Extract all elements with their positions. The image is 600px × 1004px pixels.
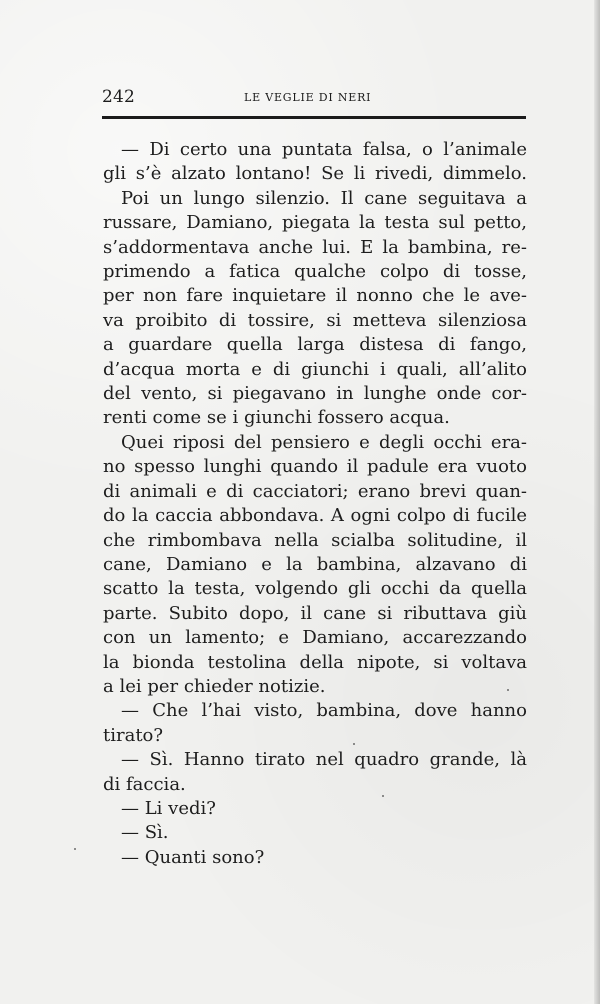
page-speckle xyxy=(507,689,509,691)
dialogue-line: — Che l’hai visto, bambina, dove hanno xyxy=(121,700,527,722)
dialogue-line: — Li vedi? xyxy=(121,797,216,819)
text-line: russare, Damiano, piegata la testa sul petto, xyxy=(103,212,527,234)
text-line: no spesso lunghi quando il padule era vuoto xyxy=(103,456,527,478)
page-speckle xyxy=(382,795,384,797)
text-line: renti come se i giunchi fossero acqua. xyxy=(103,407,450,429)
dialogue-line: di faccia. xyxy=(103,773,186,795)
text-line: do la caccia abbondava. A ogni colpo di fucile xyxy=(103,505,527,527)
page-edge-shadow xyxy=(594,0,600,1004)
text-line: parte. Subito dopo, il cane si ributtava giù xyxy=(103,602,527,624)
text-line: con un lamento; e Damiano, accarezzando xyxy=(103,627,527,649)
page-number: 242 xyxy=(102,87,136,107)
text-line: — Di certo una puntata falsa, o l’animale xyxy=(121,139,527,160)
dialogue-line: tirato? xyxy=(103,724,164,746)
header-rule xyxy=(102,116,526,119)
text-line: va proibito di tossire, si metteva silenziosa xyxy=(103,309,527,331)
text-line: scatto la testa, volgendo gli occhi da quella xyxy=(103,578,527,600)
text-line: primendo a fatica qualche colpo di tosse, xyxy=(103,261,527,283)
text-line: s’addormentava anche lui. E la bambina, re- xyxy=(103,236,527,258)
page-speckle xyxy=(74,848,76,850)
text-line: cane, Damiano e la bambina, alzavano di xyxy=(103,553,527,575)
text-line: a lei per chieder notizie. xyxy=(103,675,326,697)
text-line: a guardare quella larga distesa di fango, xyxy=(103,334,527,356)
text-line: d’acqua morta e di giunchi i quali, all’alito xyxy=(103,358,527,380)
text-line: che rimbombava nella scialba solitudine, il xyxy=(103,529,527,551)
text-line: di animali e di cacciatori; erano brevi quan- xyxy=(103,480,527,502)
text-line: Poi un lungo silenzio. Il cane seguitava a xyxy=(121,187,527,209)
dialogue-line: — Sì. xyxy=(121,822,169,844)
page-header xyxy=(102,86,528,112)
page-speckle xyxy=(353,743,355,745)
text-line: la bionda testolina della nipote, si voltava xyxy=(103,651,527,673)
dialogue-line: — Sì. Hanno tirato nel quadro grande, là xyxy=(121,749,527,771)
text-line: Quei riposi del pensiero e degli occhi era- xyxy=(121,431,527,453)
text-line: gli s’è alzato lontano! Se li rivedi, dimmelo. xyxy=(103,163,527,185)
dialogue-line: — Quanti sono? xyxy=(121,846,265,868)
text-line: del vento, si piegavano in lunghe onde cor- xyxy=(103,383,527,405)
running-title: LE VEGLIE DI NERI xyxy=(244,91,372,104)
text-line: per non fare inquietare il nonno che le ave- xyxy=(103,285,527,307)
body-text xyxy=(103,138,527,870)
